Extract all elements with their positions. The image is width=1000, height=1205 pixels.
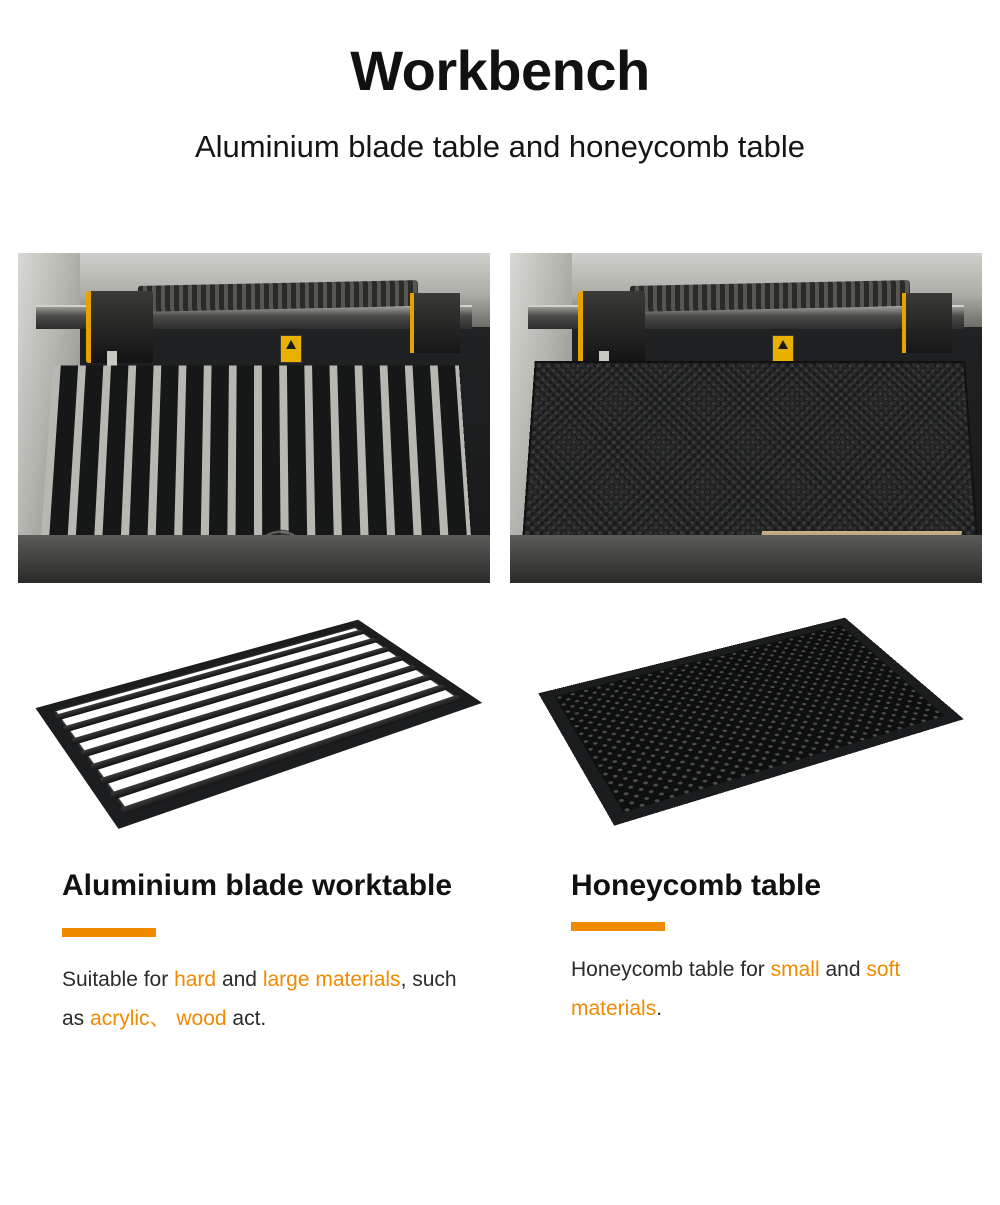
aluminium-blade-body [62,961,462,1039]
laser-machine-with-honeycomb-table [510,253,982,583]
warning-label-icon [280,335,302,363]
aluminium-blade-column [0,866,505,1039]
page-subtitle: Aluminium blade table and honeycomb table [194,128,806,164]
text-part: Suitable for [62,967,175,991]
text-part-highlight: hard [174,967,217,991]
aluminium-blade-heading: Aluminium blade worktable [62,869,453,902]
frame-outline [35,620,482,829]
laser-head-secondary [410,293,460,353]
page-title: Workbench [350,39,650,102]
honeycomb-table-product [538,618,963,826]
laser-head [578,291,645,363]
text-part: , such as [62,967,457,1030]
laser-head-secondary [902,293,952,353]
honeycomb-body [571,951,971,1029]
text-part: . [656,996,663,1020]
machine-front-panel [18,535,490,583]
text-part-highlight: soft materials [571,957,901,1020]
text-part-highlight: large materials [262,967,401,991]
machine-body [18,253,490,583]
laser-head [86,291,153,363]
machine-front-panel [510,535,982,583]
text-part: and [216,967,263,991]
text-part: and [819,957,867,981]
machine-body [510,253,982,583]
honeycomb-bed [521,361,979,559]
honeycomb-heading: Honeycomb table [571,869,822,902]
text-part: Honeycomb table for [571,957,771,981]
text-part-highlight: acrylic、 wood [90,1006,227,1030]
warning-label-icon [772,335,794,363]
accent-rule [62,928,156,937]
product-row [0,592,1000,862]
accent-rule [571,922,665,931]
description-row [0,866,1000,1039]
honeycomb-column [505,866,1000,1039]
text-part: act. [226,1006,267,1030]
text-part-highlight: small [770,957,820,981]
aluminium-blade-worktable-product [35,620,482,829]
photo-row [18,253,982,583]
laser-machine-with-aluminium-blade-table [18,253,490,583]
